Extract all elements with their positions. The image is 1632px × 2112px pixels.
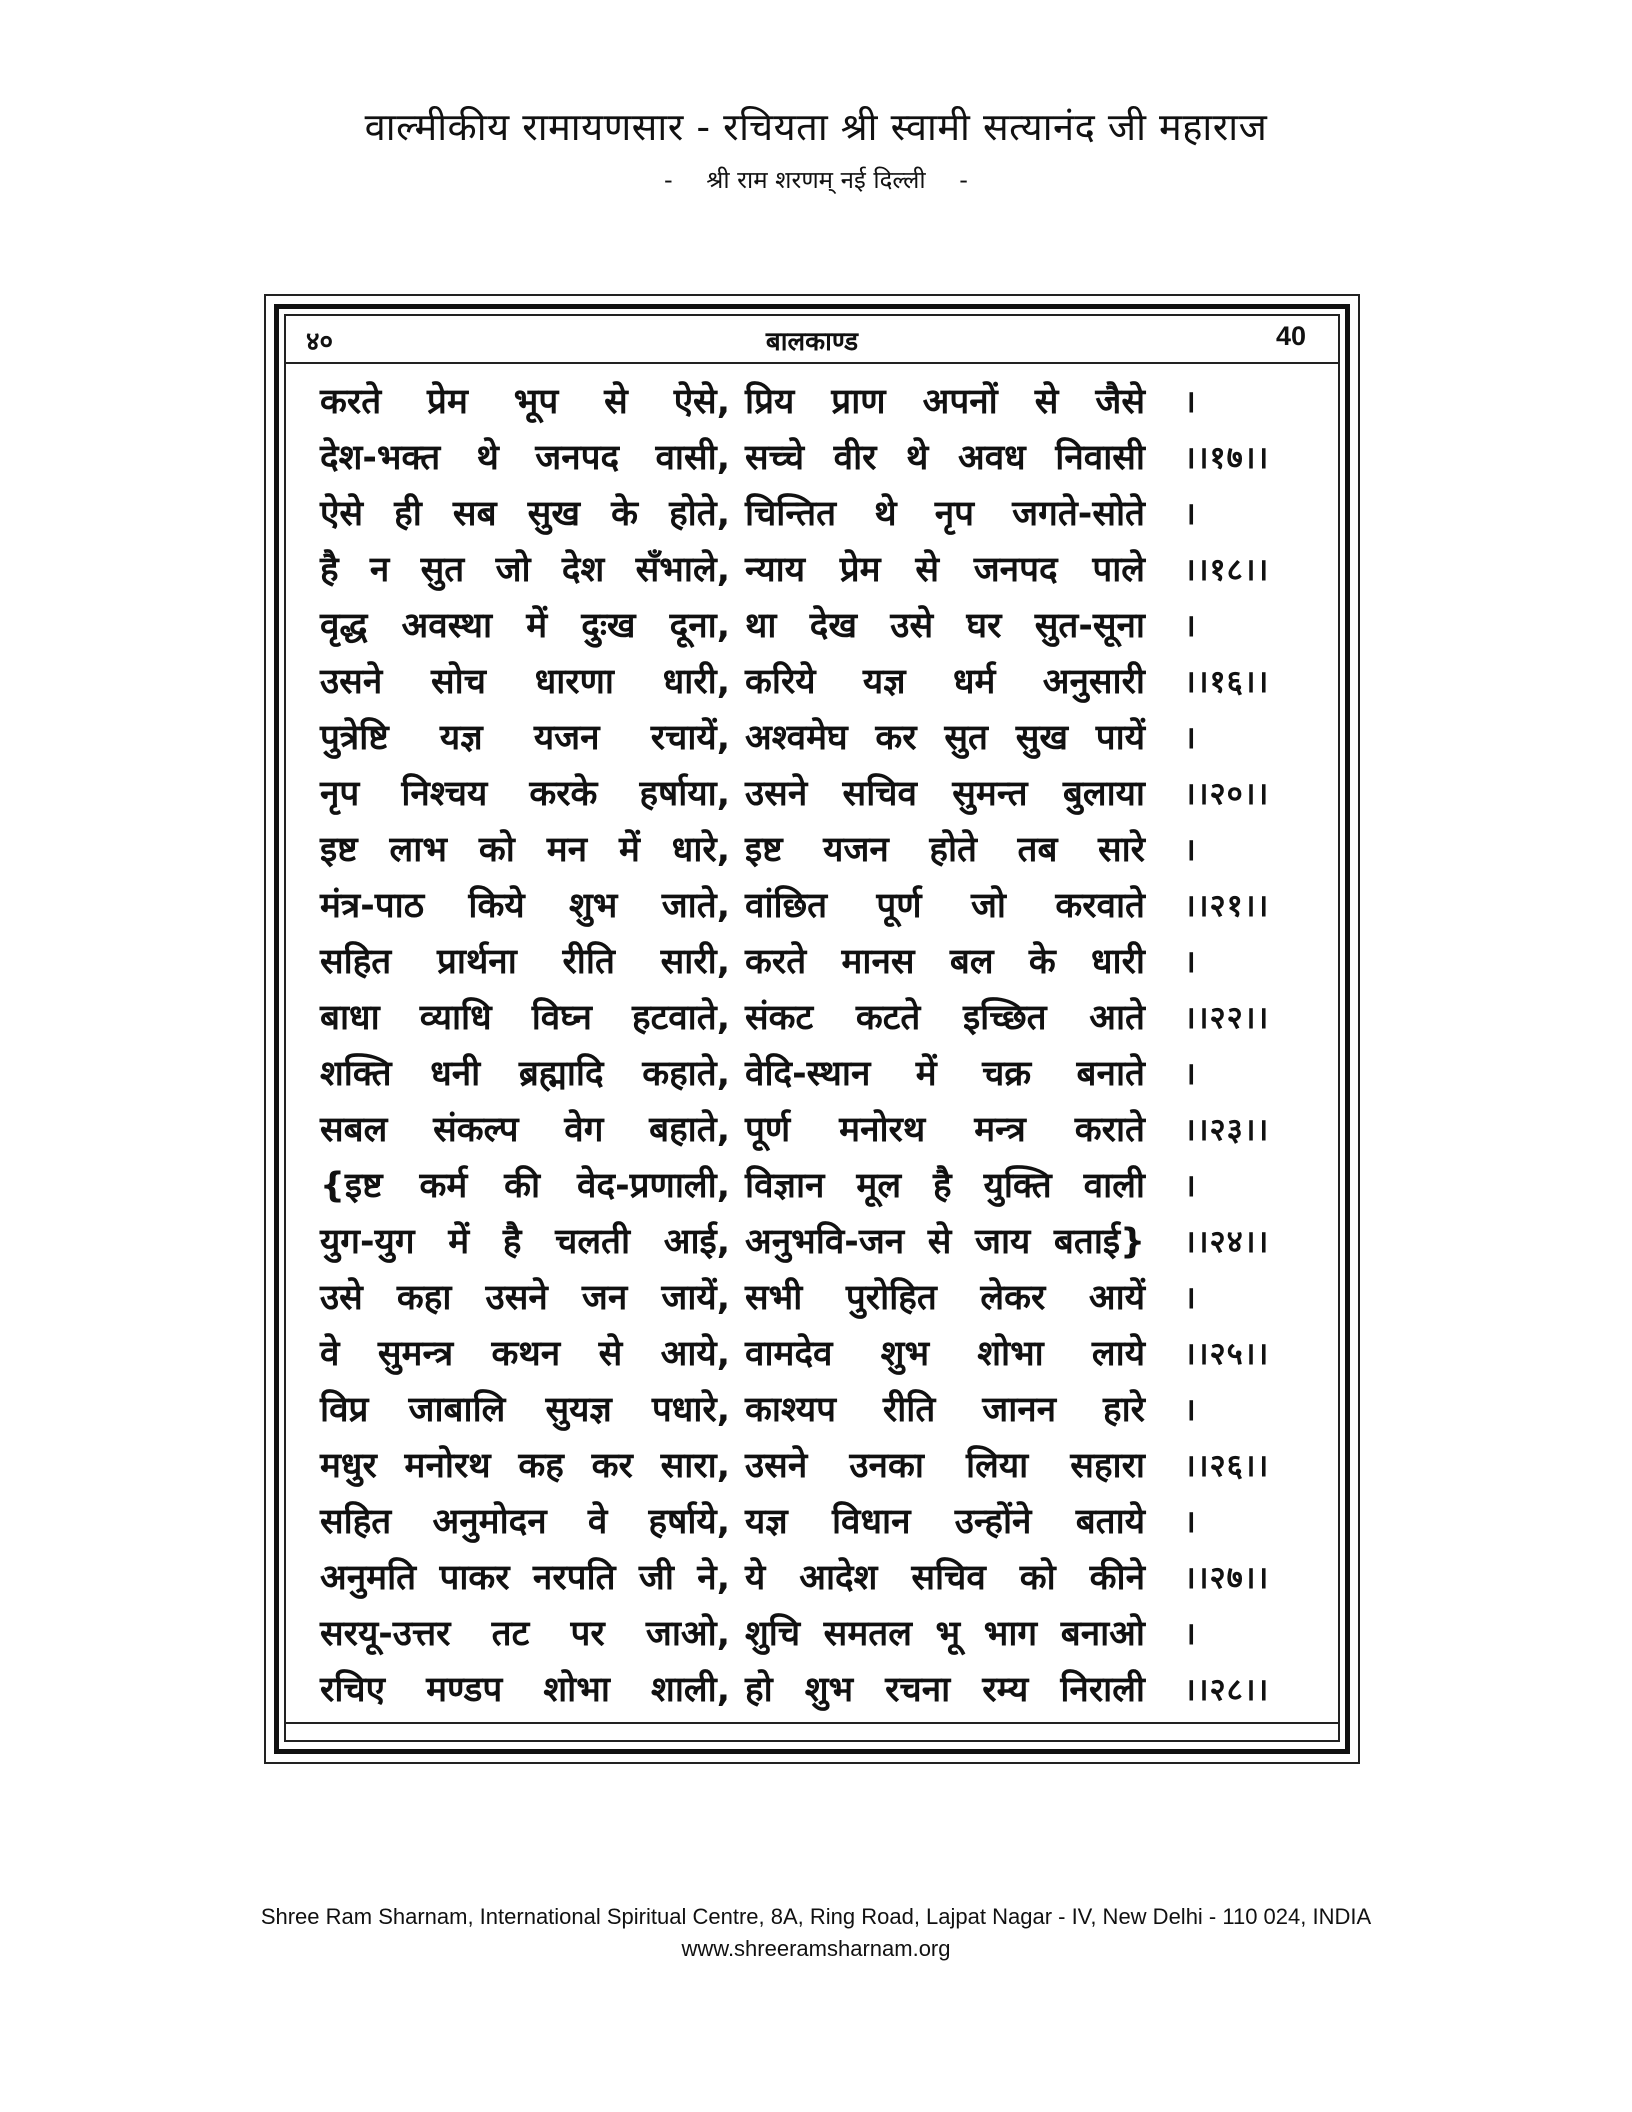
verse-first-half: पुत्रेष्टि यज्ञ यजन रचायें, (320, 718, 730, 758)
verse-number-marker: ।।२२।। (1184, 1000, 1270, 1036)
verse-number-marker: । (1184, 832, 1197, 868)
verse-first-half: इष्ट लाभ को मन में धारे, (320, 830, 730, 870)
verse-row (320, 1158, 1320, 1214)
verse-row (320, 486, 1320, 542)
verse-row (320, 710, 1320, 766)
verse-second-half: विज्ञान मूल है युक्ति वाली (745, 1166, 1145, 1206)
page-header-bar (286, 316, 1338, 364)
verse-row (320, 878, 1320, 934)
verse-first-half: {इष्ट कर्म की वेद-प्रणाली, (320, 1166, 730, 1206)
verse-row (320, 1102, 1320, 1158)
verse-number-marker: ।।१६।। (1184, 664, 1270, 700)
page-number: 40 (1275, 321, 1306, 351)
verse-number-marker: । (1184, 1504, 1197, 1540)
verse-second-half: वांछित पूर्ण जो करवाते (745, 886, 1145, 926)
subtitle-dash-left: - (664, 166, 673, 194)
verse-second-half: करते मानस बल के धारी (745, 942, 1145, 982)
verse-number-marker: ।।२५।। (1184, 1336, 1270, 1372)
verse-second-half: संकट कटते इच्छित आते (745, 998, 1145, 1038)
verse-first-half: मंत्र-पाठ किये शुभ जाते, (320, 886, 730, 926)
verse-first-half: शक्ति धनी ब्रह्मादि कहाते, (320, 1054, 730, 1094)
section-title: बालकाण्ड (765, 327, 859, 357)
verse-number-marker: ।।२१।। (1184, 888, 1270, 924)
verse-row (320, 934, 1320, 990)
page-number-devanagari: ४० (306, 327, 334, 357)
verse-second-half: चिन्तित थे नृप जगते-सोते (745, 494, 1145, 534)
verse-first-half: उसने सोच धारणा धारी, (320, 662, 730, 702)
frame-bottom-rule (284, 1722, 1340, 1724)
verse-first-half: उसे कहा उसने जन जायें, (320, 1278, 730, 1318)
verse-second-half: पूर्ण मनोरथ मन्त्र कराते (745, 1110, 1145, 1150)
verse-second-half: न्याय प्रेम से जनपद पाले (745, 550, 1145, 590)
verse-row (320, 1214, 1320, 1270)
verse-number-marker: । (1184, 496, 1197, 532)
verse-first-half: है न सुत जो देश सँभाले, (320, 550, 730, 590)
verse-row (320, 1046, 1320, 1102)
verse-number-marker: ।।१८।। (1184, 552, 1270, 588)
verse-number-marker: । (1184, 1616, 1197, 1652)
verse-number-marker: ।।२८।। (1184, 1672, 1270, 1708)
verse-first-half: वृद्ध अवस्था में दुःख दूना, (320, 606, 730, 646)
verse-row (320, 1382, 1320, 1438)
verse-row (320, 430, 1320, 486)
verse-first-half: करते प्रेम भूप से ऐसे, (320, 382, 730, 422)
verse-first-half: देश-भक्त थे जनपद वासी, (320, 438, 730, 478)
verse-second-half: हो शुभ रचना रम्य निराली (745, 1670, 1145, 1710)
verse-number-marker: । (1184, 608, 1197, 644)
verse-number-marker: ।।२३।। (1184, 1112, 1270, 1148)
verse-first-half: रचिए मण्डप शोभा शाली, (320, 1670, 730, 1710)
verse-first-half: युग-युग में है चलती आई, (320, 1222, 730, 1262)
verse-first-half: सरयू-उत्तर तट पर जाओ, (320, 1614, 730, 1654)
verse-second-half: शुचि समतल भू भाग बनाओ (745, 1614, 1145, 1654)
verse-row (320, 1606, 1320, 1662)
verse-second-half: इष्ट यजन होते तब सारे (745, 830, 1145, 870)
verse-row (320, 1494, 1320, 1550)
verse-row (320, 542, 1320, 598)
verse-second-half: ये आदेश सचिव को कीने (745, 1558, 1145, 1598)
verse-second-half: सच्चे वीर थे अवध निवासी (745, 438, 1145, 478)
verse-number-marker: । (1184, 1168, 1197, 1204)
verse-number-marker: । (1184, 944, 1197, 980)
verse-second-half: उसने उनका लिया सहारा (745, 1446, 1145, 1486)
verse-list (320, 374, 1320, 1718)
verse-first-half: सबल संकल्प वेग बहाते, (320, 1110, 730, 1150)
verse-second-half: काश्यप रीति जानन हारे (745, 1390, 1145, 1430)
verse-row (320, 1662, 1320, 1718)
verse-second-half: करिये यज्ञ धर्म अनुसारी (745, 662, 1145, 702)
verse-first-half: विप्र जाबालि सुयज्ञ पधारे, (320, 1390, 730, 1430)
verse-first-half: वे सुमन्त्र कथन से आये, (320, 1334, 730, 1374)
verse-second-half: वामदेव शुभ शोभा लाये (745, 1334, 1145, 1374)
verse-number-marker: ।।२७।। (1184, 1560, 1270, 1596)
verse-number-marker: । (1184, 1280, 1197, 1316)
verse-row (320, 1326, 1320, 1382)
verse-first-half: सहित प्रार्थना रीति सारी, (320, 942, 730, 982)
verse-second-half: यज्ञ विधान उन्होंने बताये (745, 1502, 1145, 1542)
verse-number-marker: । (1184, 1056, 1197, 1092)
verse-second-half: प्रिय प्राण अपनों से जैसे (745, 382, 1145, 422)
verse-row (320, 766, 1320, 822)
verse-first-half: मधुर मनोरथ कह कर सारा, (320, 1446, 730, 1486)
verse-number-marker: ।।२०।। (1184, 776, 1270, 812)
verse-second-half: था देख उसे घर सुत-सूना (745, 606, 1145, 646)
verse-number-marker: ।।२६।। (1184, 1448, 1270, 1484)
verse-first-half: ऐसे ही सब सुख के होते, (320, 494, 730, 534)
verse-row (320, 822, 1320, 878)
document-title: वाल्मीकीय रामायणसार - रचियता श्री स्वामी सत्यानंद जी महाराज (364, 105, 1268, 149)
verse-row (320, 598, 1320, 654)
verse-row (320, 990, 1320, 1046)
verse-row (320, 654, 1320, 710)
verse-first-half: बाधा व्याधि विघ्न हटवाते, (320, 998, 730, 1038)
footer-website: www.shreeramsharnam.org (681, 1936, 951, 1961)
verse-row (320, 1270, 1320, 1326)
verse-first-half: सहित अनुमोदन वे हर्षाये, (320, 1502, 730, 1542)
verse-second-half: अनुभवि-जन से जाय बताई} (745, 1222, 1145, 1262)
verse-row (320, 1438, 1320, 1494)
document-subtitle (0, 163, 1632, 196)
verse-row (320, 1550, 1320, 1606)
subtitle-text: श्री राम शरणम् नई दिल्ली (706, 166, 926, 194)
verse-second-half: अश्वमेघ कर सुत सुख पायें (745, 718, 1145, 758)
verse-second-half: वेदि-स्थान में चक्र बनाते (745, 1054, 1145, 1094)
verse-row (320, 374, 1320, 430)
verse-first-half: नृप निश्चय करके हर्षाया, (320, 774, 730, 814)
verse-number-marker: । (1184, 384, 1197, 420)
subtitle-dash-right: - (959, 166, 968, 194)
verse-number-marker: । (1184, 1392, 1197, 1428)
verse-number-marker: ।।२४।। (1184, 1224, 1270, 1260)
verse-first-half: अनुमति पाकर नरपति जी ने, (320, 1558, 730, 1598)
footer-address: Shree Ram Sharnam, International Spiritual Centre, 8A, Ring Road, Lajpat Nagar - IV, New Delhi - 110 024, INDIA (260, 1904, 1372, 1929)
verse-number-marker: । (1184, 720, 1197, 756)
verse-number-marker: ।।१७।। (1184, 440, 1270, 476)
verse-second-half: उसने सचिव सुमन्त बुलाया (745, 774, 1145, 814)
verse-second-half: सभी पुरोहित लेकर आयें (745, 1278, 1145, 1318)
